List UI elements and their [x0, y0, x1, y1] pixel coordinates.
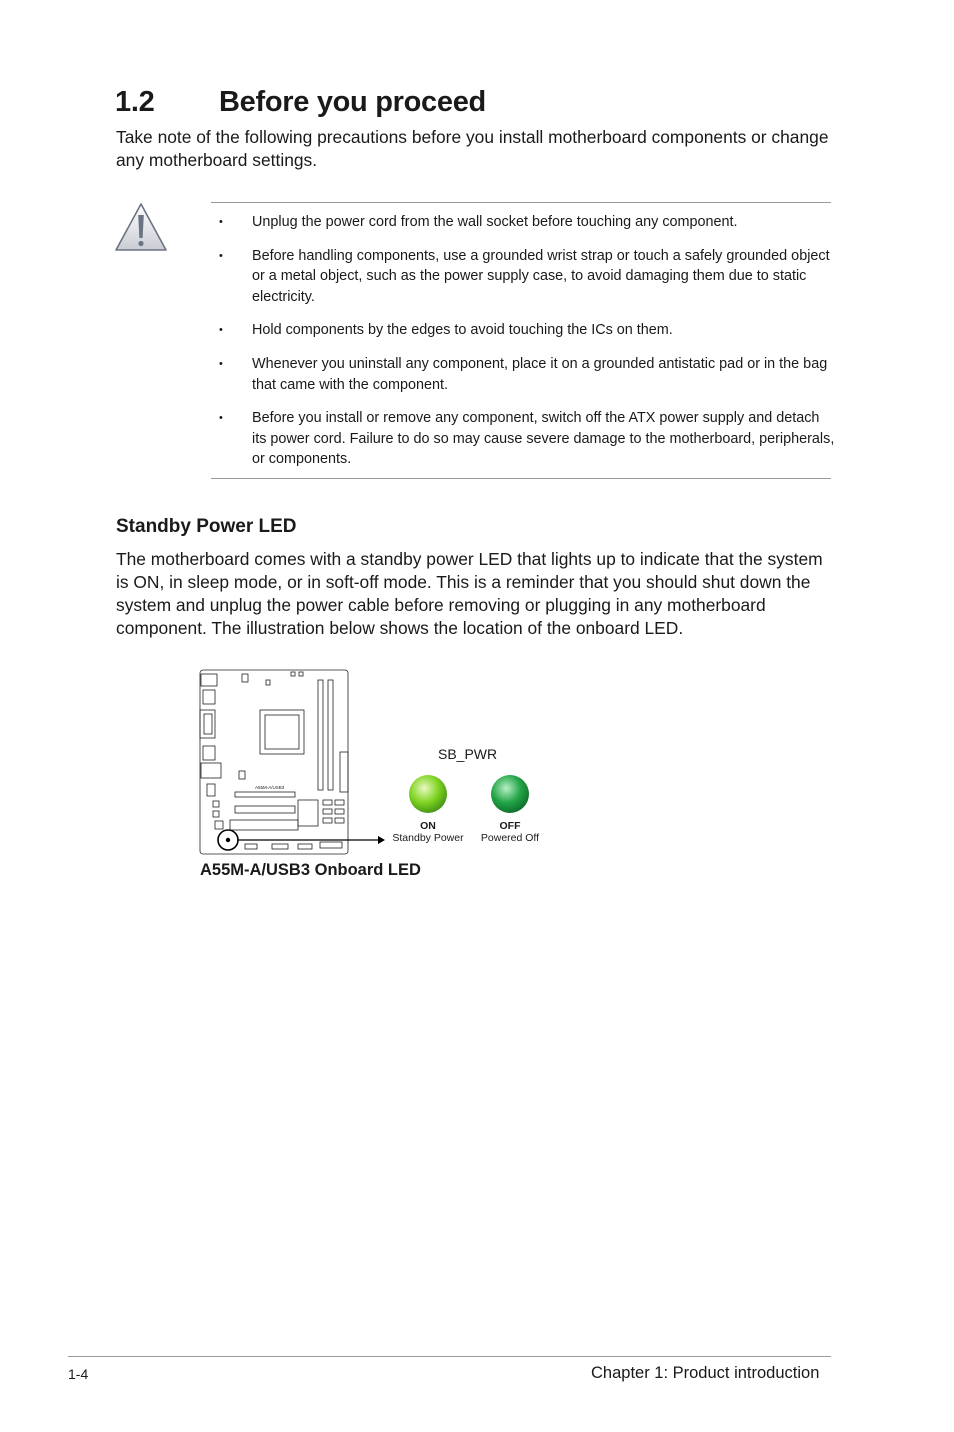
footer-divider [68, 1356, 831, 1357]
standby-paragraph: The motherboard comes with a standby power LED that lights up to indicate that the system is ON, in sleep mode, or in soft-off mode. This is a reminder that you should shut down the system and unplug the power cable before removing or plugging in any motherboard component. The illustration below shows the location of the onboard LED. [116, 549, 823, 638]
led-on-indicator [409, 775, 447, 813]
precaution-item: • Unplug the power cord from the wall socket before touching any component. [217, 212, 837, 233]
precaution-item: • Before handling components, use a grounded wrist strap or touch a safely grounded object or a metal object, such as the power supply case, to avoid damaging them due to static electricity. [217, 246, 837, 308]
diagram-caption: A55M-A/USB3 Onboard LED [200, 861, 421, 879]
page-number: 1-4 [68, 1366, 89, 1382]
board-model-label: A55M-A/USB3 [255, 785, 285, 790]
led-off-state: OFF [499, 820, 521, 832]
section-title: Before you proceed [219, 86, 486, 118]
led-name-label: SB_PWR [438, 746, 498, 762]
led-off-description: Powered Off [480, 832, 540, 844]
precaution-item: • Whenever you uninstall any component, place it on a grounded antistatic pad or in the bag that came with the component. [217, 354, 837, 395]
precautions-list [217, 212, 837, 483]
section-number: 1.2 [115, 86, 155, 118]
standby-heading: Standby Power LED [116, 516, 297, 537]
led-off-label [465, 820, 555, 844]
precaution-item: • Hold components by the edges to avoid touching the ICs on them. [217, 320, 837, 341]
caution-bottom-divider [211, 478, 831, 479]
chapter-title: Chapter 1: Product introduction [591, 1364, 820, 1382]
warning-triangle-icon [113, 201, 169, 255]
led-on-label [383, 820, 473, 844]
led-on-description: Standby Power [392, 832, 464, 844]
section-heading [115, 86, 486, 119]
led-on-state: ON [420, 820, 436, 832]
intro-paragraph: Take note of the following precautions before you install motherboard components or change any motherboard settings. [116, 127, 829, 170]
caution-top-divider [211, 202, 831, 203]
led-off-indicator [491, 775, 529, 813]
precaution-item: • Before you install or remove any component, switch off the ATX power supply and detach its power cord. Failure to do so may cause severe damage to the motherboard, peripherals, or components. [217, 408, 837, 470]
